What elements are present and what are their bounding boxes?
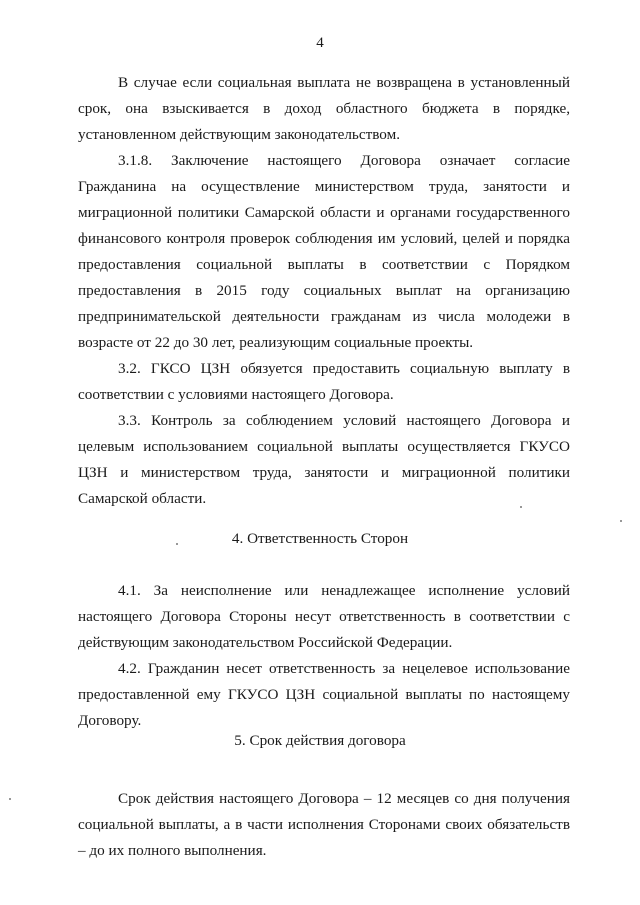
paragraph-refund-clause: В случае если социальная выплата не возвращена в установленный срок, она взыскивается в доход областного бюджета в порядке, установленном действующим законодательством. [78,74,570,143]
paragraph-4-1: 4.1. За неисполнение или ненадлежащее исполнение условий настоящего Договора Стороны несут ответственность в соответствии с действующим законодательством Российской Федерации. [78,582,570,651]
section-heading-liability: 4. Ответственность Сторон [231,530,409,547]
paragraph-3-2: 3.2. ГКСО ЦЗН обязуется предоставить социальную выплату в соответствии с условиями настоящего Договора. [78,360,570,403]
paragraph-3-1-8: 3.1.8. Заключение настоящего Договора означает согласие Гражданина на осуществление министерством труда, занятости и миграционной политики Самарской области и органами государственного финансового контроля проверок соблюдения им условий, целей и порядка предоставления социальной выплаты в соответствии с Порядком предоставления в 2015 году социальных выплат на организацию предпринимательской деятельности гражданам из числа молодежи в возрасте от 22 до 30 лет, реализующим социальные проекты. [78,152,570,351]
paragraph-4-2: 4.2. Гражданин несет ответственность за нецелевое использование предоставленной ему ГКУСО ЦЗН социальной выплаты по настоящему Договору. [78,660,570,729]
paragraph-3-3: 3.3. Контроль за соблюдением условий настоящего Договора и целевым использованием социальной выплаты осуществляется ГКУСО ЦЗН и министерством труда, занятости и миграционной политики Самарской области. [78,412,570,507]
scan-speck [9,798,11,800]
scan-speck [620,520,622,522]
page-number: 4 [316,35,324,51]
scan-speck [176,543,178,545]
scan-speck [520,506,522,508]
section-heading-term: 5. Срок действия договора [234,732,406,749]
paragraph-term: Срок действия настоящего Договора – 12 месяцев со дня получения социальной выплаты, а в части исполнения Сторонами своих обязательств – до их полного выполнения. [78,790,570,859]
